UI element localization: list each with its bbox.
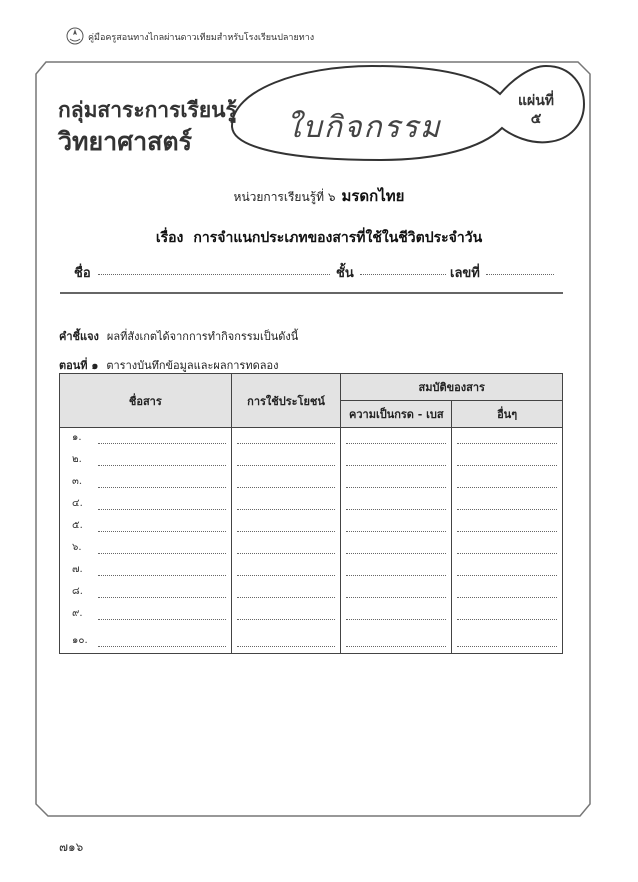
acid-base-cell[interactable] — [341, 428, 452, 451]
usage-cell[interactable] — [231, 604, 341, 626]
instructions-label: คำชี้แจง — [59, 330, 99, 343]
substance-blank[interactable] — [98, 497, 226, 510]
acid-base-blank[interactable] — [346, 541, 446, 554]
other-blank[interactable] — [457, 585, 557, 598]
usage-blank[interactable] — [237, 475, 336, 488]
other-cell[interactable] — [452, 582, 563, 604]
acid-base-blank[interactable] — [346, 563, 446, 576]
usage-blank[interactable] — [237, 453, 336, 466]
other-cell[interactable] — [452, 450, 563, 472]
usage-blank[interactable] — [237, 585, 336, 598]
acid-base-blank[interactable] — [346, 585, 446, 598]
substance-blank[interactable] — [98, 541, 226, 554]
acid-base-cell[interactable] — [341, 626, 452, 654]
sheet-number: ๕ — [530, 111, 542, 127]
usage-blank[interactable] — [237, 497, 336, 510]
results-table — [59, 373, 563, 654]
other-cell[interactable] — [452, 560, 563, 582]
table-row — [60, 494, 563, 516]
acid-base-cell[interactable] — [341, 516, 452, 538]
substance-cell[interactable] — [60, 582, 232, 604]
usage-cell[interactable] — [231, 428, 341, 451]
table-row — [60, 560, 563, 582]
class-label: ชั้น — [336, 266, 354, 281]
student-info-row — [74, 262, 554, 282]
usage-blank[interactable] — [237, 634, 336, 647]
other-blank[interactable] — [457, 431, 557, 444]
acid-base-blank[interactable] — [346, 497, 446, 510]
topic-text: การจำแนกประเภทของสารที่ใช้ในชีวิตประจำวัน — [193, 230, 483, 246]
name-label: ชื่อ — [74, 266, 91, 281]
table-row — [60, 538, 563, 560]
table-row — [60, 582, 563, 604]
section-divider — [60, 292, 563, 294]
usage-blank[interactable] — [237, 563, 336, 576]
activity-sheet-title: ใบกิจกรรม — [286, 110, 442, 145]
other-blank[interactable] — [457, 453, 557, 466]
table-row — [60, 604, 563, 626]
substance-blank[interactable] — [98, 563, 226, 576]
header-title: คู่มือครูสอนทางไกลผ่านดาวเทียมสำหรับโรงเรียนปลายทาง — [88, 33, 315, 43]
substance-cell[interactable] — [60, 538, 232, 560]
other-cell[interactable] — [452, 516, 563, 538]
row-number: ๕. — [72, 520, 83, 531]
row-number: ๙. — [72, 608, 83, 619]
usage-cell[interactable] — [231, 494, 341, 516]
topic-heading — [0, 227, 638, 249]
subject-name-heading: วิทยาศาสตร์ — [58, 127, 193, 156]
other-cell[interactable] — [452, 494, 563, 516]
other-blank[interactable] — [457, 541, 557, 554]
number-label: เลขที่ — [450, 266, 480, 281]
substance-cell[interactable] — [60, 604, 232, 626]
sheet-label: แผ่นที่ — [517, 93, 555, 109]
other-blank[interactable] — [457, 607, 557, 620]
acid-base-blank[interactable] — [346, 475, 446, 488]
row-number: ๓. — [72, 476, 83, 487]
table-row — [60, 428, 563, 451]
usage-blank[interactable] — [237, 519, 336, 532]
other-cell[interactable] — [452, 626, 563, 654]
other-blank[interactable] — [457, 497, 557, 510]
acid-base-blank[interactable] — [346, 453, 446, 466]
usage-cell[interactable] — [231, 450, 341, 472]
substance-cell[interactable] — [60, 428, 232, 451]
part-heading — [59, 356, 278, 374]
table-row — [60, 516, 563, 538]
row-number: ๔. — [72, 498, 83, 509]
substance-blank[interactable] — [98, 585, 226, 598]
table-row — [60, 626, 563, 654]
usage-cell[interactable] — [231, 626, 341, 654]
acid-base-blank[interactable] — [346, 607, 446, 620]
substance-cell[interactable] — [60, 494, 232, 516]
substance-blank[interactable] — [98, 453, 226, 466]
class-field[interactable] — [360, 274, 446, 275]
usage-blank[interactable] — [237, 431, 336, 444]
row-number: ๑. — [72, 432, 82, 443]
other-blank[interactable] — [457, 563, 557, 576]
col-acid-base-header: ความเป็นกรด - เบส — [341, 401, 452, 428]
acid-base-blank[interactable] — [346, 519, 446, 532]
acid-base-blank[interactable] — [346, 634, 446, 647]
name-field[interactable] — [98, 274, 330, 275]
other-cell[interactable] — [452, 428, 563, 451]
substance-blank[interactable] — [98, 634, 226, 647]
substance-blank[interactable] — [98, 519, 226, 532]
row-number: ๘. — [72, 586, 83, 597]
table-row — [60, 450, 563, 472]
row-number: ๒. — [72, 454, 82, 465]
substance-blank[interactable] — [98, 475, 226, 488]
col-substance-header: ชื่อสาร — [60, 374, 232, 428]
other-blank[interactable] — [457, 475, 557, 488]
unit-name: มรดกไทย — [341, 187, 405, 205]
acid-base-cell[interactable] — [341, 538, 452, 560]
other-cell[interactable] — [452, 604, 563, 626]
other-cell[interactable] — [452, 472, 563, 494]
subject-group-heading: กลุ่มสาระการเรียนรู้ — [58, 98, 237, 122]
row-number: ๖. — [72, 542, 82, 553]
row-number: ๗. — [72, 564, 83, 575]
usage-blank[interactable] — [237, 541, 336, 554]
col-properties-header: สมบัติของสาร — [341, 374, 563, 401]
number-field[interactable] — [486, 274, 554, 275]
substance-cell[interactable] — [60, 450, 232, 472]
acid-base-cell[interactable] — [341, 604, 452, 626]
other-blank[interactable] — [457, 634, 557, 647]
substance-blank[interactable] — [98, 431, 226, 444]
usage-cell[interactable] — [231, 538, 341, 560]
acid-base-blank[interactable] — [346, 431, 446, 444]
col-usage-header: การใช้ประโยชน์ — [231, 374, 341, 428]
table-row — [60, 472, 563, 494]
usage-blank[interactable] — [237, 607, 336, 620]
acid-base-cell[interactable] — [341, 582, 452, 604]
unit-prefix: หน่วยการเรียนรู้ที่ ๖ — [233, 190, 336, 204]
acid-base-cell[interactable] — [341, 450, 452, 472]
instructions-text: ผลที่สังเกตได้จากการทำกิจกรรมเป็นดังนี้ — [106, 330, 299, 343]
part-label: ตอนที่ ๑ — [59, 359, 99, 372]
usage-cell[interactable] — [231, 472, 341, 494]
acid-base-cell[interactable] — [341, 494, 452, 516]
substance-cell[interactable] — [60, 560, 232, 582]
substance-blank[interactable] — [98, 607, 226, 620]
substance-cell[interactable] — [60, 472, 232, 494]
acid-base-cell[interactable] — [341, 472, 452, 494]
usage-cell[interactable] — [231, 516, 341, 538]
other-blank[interactable] — [457, 519, 557, 532]
instructions — [59, 327, 298, 345]
topic-label: เรื่อง — [155, 230, 184, 246]
usage-cell[interactable] — [231, 560, 341, 582]
table-body — [60, 428, 563, 654]
row-number: ๑๐. — [72, 635, 88, 646]
substance-cell[interactable] — [60, 516, 232, 538]
other-cell[interactable] — [452, 538, 563, 560]
acid-base-cell[interactable] — [341, 560, 452, 582]
col-other-header: อื่นๆ — [452, 401, 563, 428]
usage-cell[interactable] — [231, 582, 341, 604]
part-text: ตารางบันทึกข้อมูลและผลการทดลอง — [106, 359, 279, 372]
unit-heading — [0, 184, 638, 208]
substance-cell[interactable] — [60, 626, 232, 654]
page-number: ๗๑๖ — [59, 840, 84, 854]
